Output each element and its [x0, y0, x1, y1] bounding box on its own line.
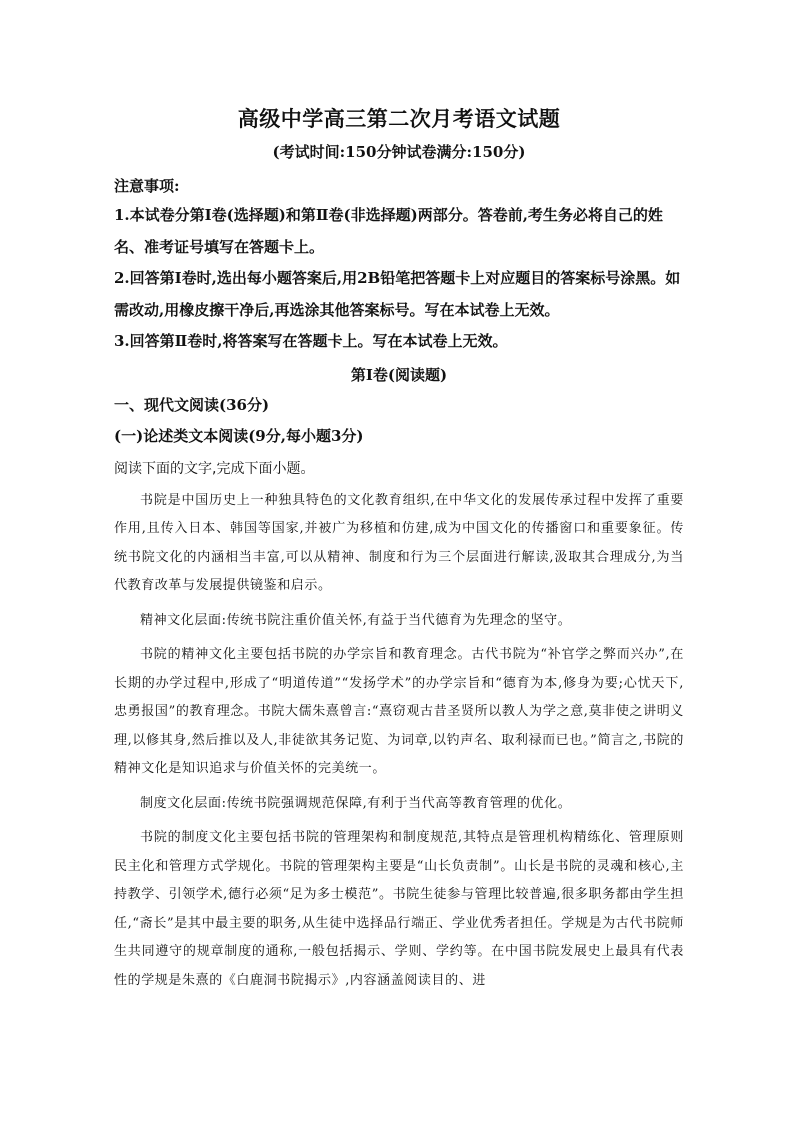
notice-item-3: 3.回答第Ⅱ卷时,将答案写在答题卡上。写在本试卷上无效。 [114, 332, 508, 350]
notice-heading: 注意事项: [114, 177, 180, 195]
exam-title: 高级中学高三第二次月考语文试题 [237, 106, 561, 131]
notice-item-1: 1.本试卷分第Ⅰ卷(选择题)和第Ⅱ卷(非选择题)两部分。答卷前,考生务必将自己的姓名、准考证号填写在答题卡上。 [114, 206, 663, 256]
passage-paragraph-3: 书院的精神文化主要包括书院的办学宗旨和教育理念。古代书院为“补官学之弊而兴办”,在长期的办学过程中,形成了“明道传道”“发扬学术”的办学宗旨和“德育为本,修身为要;心忧天下,忠勇报国”的教育理念。书院大儒朱熹曾言:“熹窃观古昔圣贤所以教人为学之意,莫非使之讲明义理,以修其身,然后推以及人,非徒欲其务记览、为词章,以钓声名、取利禄而已也。”简言之,书院的精神文化是知识追求与价值关怀的完美统一。 [114, 647, 684, 776]
subpart-heading: (一)论述类文本阅读(9分,每小题3分) [114, 427, 364, 445]
section-title: 第Ⅰ卷(阅读题) [350, 365, 448, 384]
passage-paragraph-2: 精神文化层面:传统书院注重价值关怀,有益于当代德育为先理念的坚守。 [140, 612, 572, 628]
exam-subtitle: (考试时间:150分钟试卷满分:150分) [272, 143, 526, 161]
passage-paragraph-5: 书院的制度文化主要包括书院的管理架构和制度规范,其特点是管理机构精练化、管理原则民主化和管理方式学规化。书院的管理架构主要是“山长负责制”。山长是书院的灵魂和核心,主持教学、引领学术,德行必须“足为多士模范”。书院生徒参与管理比较普遍,很多职务都由学生担任,“斋长”是其中最主要的职务,从生徒中选择品行端正、学业优秀者担任。学规是为古代书院师生共同遵守的规章制度的通称,一般包括揭示、学则、学约等。在中国书院发展史上最具有代表性的学规是朱熹的《白鹿洞书院揭示》,内容涵盖阅读目的、进 [114, 830, 684, 988]
notice-item-2: 2.回答第Ⅰ卷时,选出每小题答案后,用2B铅笔把答题卡上对应题目的答案标号涂黑。如需改动,用橡皮擦干净后,再选涂其他答案标号。写在本试卷上无效。 [114, 269, 681, 319]
passage-paragraph-1: 书院是中国历史上一种独具特色的文化教育组织,在中华文化的发展传承过程中发挥了重要作用,且传入日本、韩国等国家,并被广为移植和仿建,成为中国文化的传播窗口和重要象征。传统书院文化的内涵相当丰富,可以从精神、制度和行为三个层面进行解读,汲取其合理成分,为当代教育改革与发展提供镜鉴和启示。 [114, 492, 684, 593]
reading-instruction: 阅读下面的文字,完成下面小题。 [114, 460, 315, 477]
part-heading: 一、现代文阅读(36分) [114, 395, 270, 414]
passage-paragraph-4: 制度文化层面:传统书院强调规范保障,有利于当代高等教育管理的优化。 [140, 795, 572, 811]
